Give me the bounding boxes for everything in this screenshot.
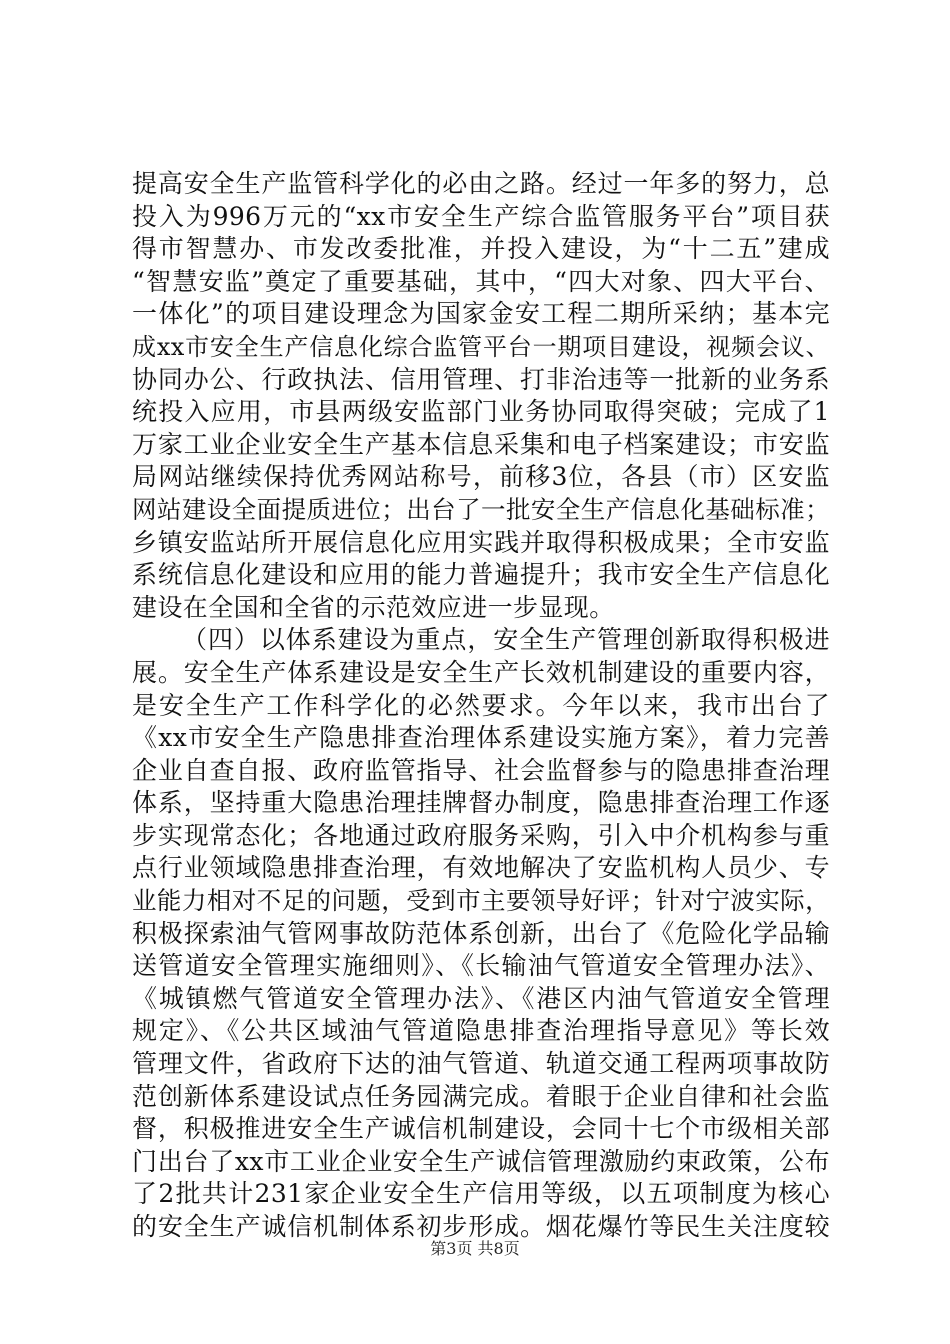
text-line: 乡镇安监站所开展信息化应用实践并取得积极成果；全市安监 (132, 527, 830, 557)
text-line: 成xx市安全生产信息化综合监管平台一期项目建设，视频会议、 (132, 332, 830, 361)
text-line: 得市智慧办、市发改委批准，并投入建设，为“十二五”建成 (132, 234, 830, 264)
text-line: 点行业领域隐患排查治理，有效地解决了安监机构人员少、专 (132, 853, 830, 883)
text-line: 积极探索油气管网事故防范体系创新，出台了《危险化学品输 (132, 918, 830, 948)
text-line: 提高安全生产监管科学化的必由之路。经过一年多的努力，总 (132, 169, 830, 198)
text-line: 管理文件，省政府下达的油气管道、轨道交通工程两项事故防 (132, 1049, 830, 1079)
text-line: 范创新体系建设试点任务园满完成。着眼于企业自律和社会监 (132, 1081, 830, 1111)
text-line: 一体化”的项目建设理念为国家金安工程二期所采纳；基本完 (132, 299, 830, 329)
text-line: 步实现常态化；各地通过政府服务采购，引入中介机构参与重 (132, 820, 830, 850)
text-line: 门出台了xx市工业企业安全生产诚信管理激励约束政策，公布 (132, 1146, 830, 1176)
text-line: 规定》、《公共区域油气管道隐患排查治理指导意见》等长效 (132, 1016, 830, 1046)
text-line: 送管道安全管理实施细则》、《长输油气管道安全管理办法》、 (132, 951, 830, 981)
text-line: 投入为996万元的“xx市安全生产综合监管服务平台”项目获 (132, 201, 830, 231)
text-line: 督，积极推进安全生产诚信机制建设，会同十七个市级相关部 (132, 1114, 830, 1144)
text-line: 统投入应用，市县两级安监部门业务协同取得突破；完成了1 (132, 397, 830, 427)
text-line: 局网站继续保持优秀网站称号，前移3位，各县（市）区安监 (132, 462, 830, 492)
text-line: 是安全生产工作科学化的必然要求。今年以来，我市出台了 (132, 690, 830, 720)
text-line: 万家工业企业安全生产基本信息采集和电子档案建设；市安监 (132, 429, 830, 459)
paragraph-start-line: （四）以体系建设为重点，安全生产管理创新取得积极进 (182, 625, 830, 655)
text-line: “智慧安监”奠定了重要基础，其中，“四大对象、四大平台、 (132, 266, 830, 296)
text-line: 建设在全国和全省的示范效应进一步显现。 (132, 592, 615, 622)
text-line: 网站建设全面提质进位；出台了一批安全生产信息化基础标准； (132, 494, 830, 524)
page-number-footer: 第3页 共8页 (430, 1239, 520, 1258)
document-body (132, 168, 830, 1244)
text-line: 体系，坚持重大隐患治理挂牌督办制度，隐患排查治理工作逐 (132, 788, 830, 818)
text-line: 《xx市安全生产隐患排查治理体系建设实施方案》，着力完善 (132, 723, 830, 753)
text-line: 业能力相对不足的问题，受到市主要领导好评；针对宁波实际， (132, 886, 830, 916)
text-line: 的安全生产诚信机制体系初步形成。烟花爆竹等民生关注度较 (132, 1212, 830, 1241)
text-line: 系统信息化建设和应用的能力普遍提升；我市安全生产信息化 (132, 560, 830, 590)
text-line: 了2批共计231家企业安全生产信用等级，以五项制度为核心 (132, 1179, 830, 1209)
text-line: 企业自查自报、政府监管指导、社会监督参与的隐患排查治理 (132, 755, 830, 785)
text-line: 《城镇燃气管道安全管理办法》、《港区内油气管道安全管理 (132, 983, 830, 1013)
text-line: 协同办公、行政执法、信用管理、打非治违等一批新的业务系 (132, 364, 830, 394)
text-line: 展。安全生产体系建设是安全生产长效机制建设的重要内容， (132, 657, 830, 687)
